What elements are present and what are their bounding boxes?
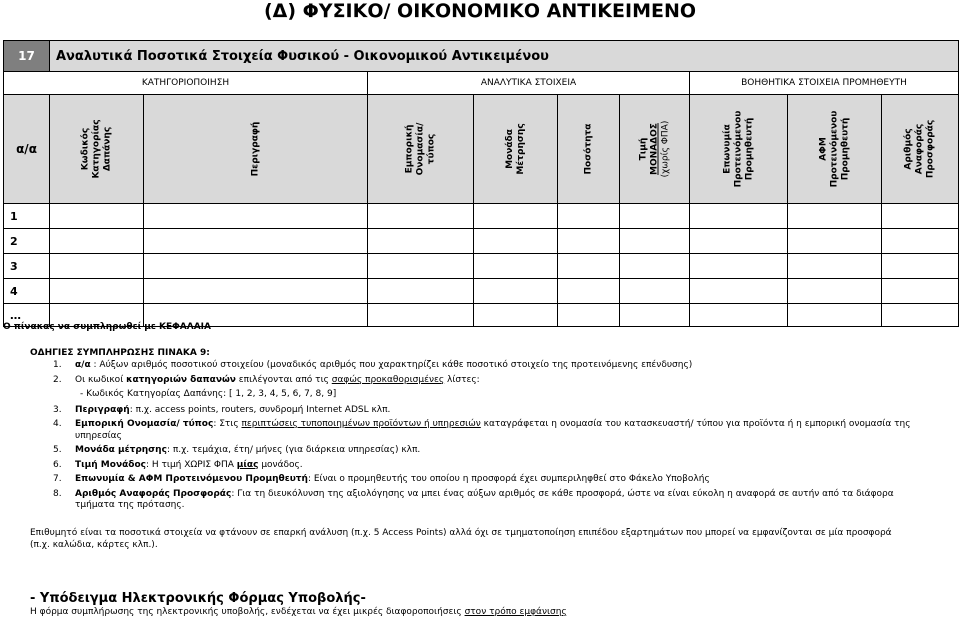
col-header-description: Περιγραφή <box>144 95 368 204</box>
row-index: 1 <box>4 204 50 229</box>
instruction-item: 1. α/α : Αύξων αριθμός ποσοτικού στοιχείου (μοναδικός αριθμός που χαρακτηρίζει κάθε ποσοτικό στοιχείο της προτεινόμενης επένδυσης) <box>53 360 693 370</box>
cell[interactable] <box>558 279 620 304</box>
cell[interactable] <box>690 304 788 327</box>
instruction-item: 6. Τιμή Μονάδος: Η τιμή ΧΩΡΙΣ ΦΠΑ μίας μονάδος. <box>53 459 303 470</box>
cell[interactable] <box>474 204 558 229</box>
col-header-offer-number: Αριθμός Αναφοράς Προσφοράς <box>882 95 959 204</box>
cell[interactable] <box>50 229 144 254</box>
cell[interactable] <box>620 204 690 229</box>
cell[interactable] <box>882 279 959 304</box>
instruction-item: 5. Μονάδα μέτρησης: π.χ. τεμάχια, έτη/ μήνες (για διάρκεια υπηρεσίας) κλπ. <box>53 445 421 455</box>
table-row <box>4 279 959 304</box>
cell[interactable] <box>788 304 882 327</box>
cell[interactable] <box>882 304 959 327</box>
form-title: - Υπόδειγμα Ηλεκτρονικής Φόρμας Υποβολής- <box>30 591 366 606</box>
cost-table <box>3 40 959 327</box>
granularity-note: Επιθυμητό είναι τα ποσοτικά στοιχεία να φτάνουν σε επαρκή ανάλυση (π.χ. 5 Access Points) αλλά όχι σε τμηματοποίηση επιπέδου εξαρτημάτων που μπορεί να εμφανίζονται σε μία προσφορά (π.χ. καλώδια, κάρτες κλπ.). <box>30 528 892 550</box>
instruction-item: 3. Περιγραφή: π.χ. access points, routers, συνδρομή Internet ADSL κλπ. <box>53 404 391 415</box>
cell[interactable] <box>882 229 959 254</box>
row-index: 3 <box>4 254 50 279</box>
col-header-unit-price: Τιμή ΜΟΝΑΔΟΣ (χωρίς ΦΠΑ) <box>620 95 690 204</box>
capitals-note: Ο πίνακας να συμπληρωθεί με ΚΕΦΑΛΑΙΑ <box>3 322 211 332</box>
instruction-item: 8. Αριθμός Αναφοράς Προσφοράς: Για τη διευκόλυνση της αξιολόγησης να μπει ένας αύξων αριθμός σε κάθε προσφορά, ώστε να είναι εύκολη η αναφορά σε αυτήν από τα διάφορα τμήματα της πρότασης. <box>53 488 894 510</box>
cell[interactable] <box>558 254 620 279</box>
col-header-quantity: Ποσότητα <box>558 95 620 204</box>
form-subtitle: Η φόρμα συμπλήρωσης της ηλεκτρονικής υποβολής, ενδέχεται να έχει μικρές διαφοροποιήσεις στον τρόπο εμφάνισης <box>30 607 567 617</box>
cell[interactable] <box>368 254 474 279</box>
cell[interactable] <box>474 279 558 304</box>
table-number: 17 <box>4 41 50 72</box>
row-index: … <box>4 304 50 327</box>
cell[interactable] <box>368 304 474 327</box>
cell[interactable] <box>558 304 620 327</box>
instruction-item: 4. Εμπορική Ονομασία/ τύπος: Στις περιπτώσεις τυποποιημένων προϊόντων ή υπηρεσιών καταγράφεται η ονομασία του κατασκευαστή/ τύπου για προϊόντα ή η εμπορική ονομασία της υπηρεσίας <box>53 419 911 441</box>
group-categorization: ΚΑΤΗΓΟΡΙΟΠΟΙΗΣΗ <box>4 72 368 95</box>
cell[interactable] <box>558 229 620 254</box>
row-index: 2 <box>4 229 50 254</box>
cell[interactable] <box>144 279 368 304</box>
cell[interactable] <box>474 254 558 279</box>
cell[interactable] <box>788 254 882 279</box>
col-header-unit: Μονάδα Μέτρησης <box>474 95 558 204</box>
cell[interactable] <box>368 204 474 229</box>
instruction-item: 2. Οι κωδικοί κατηγοριών δαπανών επιλέγονται από τις σαφώς προκαθορισμένες λίστες: <box>53 374 480 385</box>
col-header-brand: Εμπορική Ονομασία/ τύπος <box>368 95 474 204</box>
cell[interactable] <box>690 204 788 229</box>
cell[interactable] <box>368 279 474 304</box>
table-row <box>4 254 959 279</box>
instructions-title: ΟΔΗΓΙΕΣ ΣΥΜΠΛΗΡΩΣΗΣ ΠΙΝΑΚΑ 9: <box>30 348 210 358</box>
group-supplier: ΒΟΗΘΗΤΙΚΑ ΣΤΟΙΧΕΙΑ ΠΡΟΜΗΘΕΥΤΗ <box>690 72 959 95</box>
instructions-list <box>30 360 930 515</box>
cell[interactable] <box>882 254 959 279</box>
instruction-bullet: - Κωδικός Κατηγορίας Δαπάνης: [ 1, 2, 3, 4, 5, 6, 7, 8, 9] <box>80 389 337 399</box>
col-header-supplier-name: Επωνυμία Προτεινόμενου Προμηθευτή <box>690 95 788 204</box>
col-header-supplier-afm: ΑΦΜ Προτεινόμενου Προμηθευτή <box>788 95 882 204</box>
col-header-aa: α/α <box>4 95 50 204</box>
cell[interactable] <box>620 279 690 304</box>
group-analytic: ΑΝΑΛΥΤΙΚΑ ΣΤΟΙΧΕΙΑ <box>368 72 690 95</box>
instruction-item: 7. Επωνυμία & ΑΦΜ Προτεινόμενου Προμηθευτή: Είναι ο προμηθευτής του οποίου η προσφορά έχει συμπεριληφθεί στο Φάκελο Υποβολής <box>53 474 710 484</box>
cell[interactable] <box>368 229 474 254</box>
col-header-code: Κωδικός Κατηγορίας Δαπάνης <box>50 95 144 204</box>
cell[interactable] <box>620 304 690 327</box>
cell[interactable] <box>690 279 788 304</box>
cell[interactable] <box>50 254 144 279</box>
cell[interactable] <box>474 304 558 327</box>
cell[interactable] <box>50 204 144 229</box>
table-heading: Αναλυτικά Ποσοτικά Στοιχεία Φυσικού - Οικονομικού Αντικειμένου <box>50 41 959 72</box>
cell[interactable] <box>474 229 558 254</box>
cell[interactable] <box>620 229 690 254</box>
cell[interactable] <box>50 279 144 304</box>
cell[interactable] <box>144 204 368 229</box>
cell[interactable] <box>144 254 368 279</box>
cell[interactable] <box>620 254 690 279</box>
cell[interactable] <box>144 229 368 254</box>
table-row <box>4 204 959 229</box>
cell[interactable] <box>690 229 788 254</box>
cell[interactable] <box>788 204 882 229</box>
cell[interactable] <box>788 279 882 304</box>
cell[interactable] <box>788 229 882 254</box>
cell[interactable] <box>558 204 620 229</box>
cell[interactable] <box>690 254 788 279</box>
cell[interactable] <box>882 204 959 229</box>
row-index: 4 <box>4 279 50 304</box>
page-title: (Δ) ΦΥΣΙΚΟ/ ΟΙΚΟΝΟΜΙΚΟ ΑΝΤΙΚΕΙΜΕΝΟ <box>263 0 697 22</box>
table-row <box>4 229 959 254</box>
